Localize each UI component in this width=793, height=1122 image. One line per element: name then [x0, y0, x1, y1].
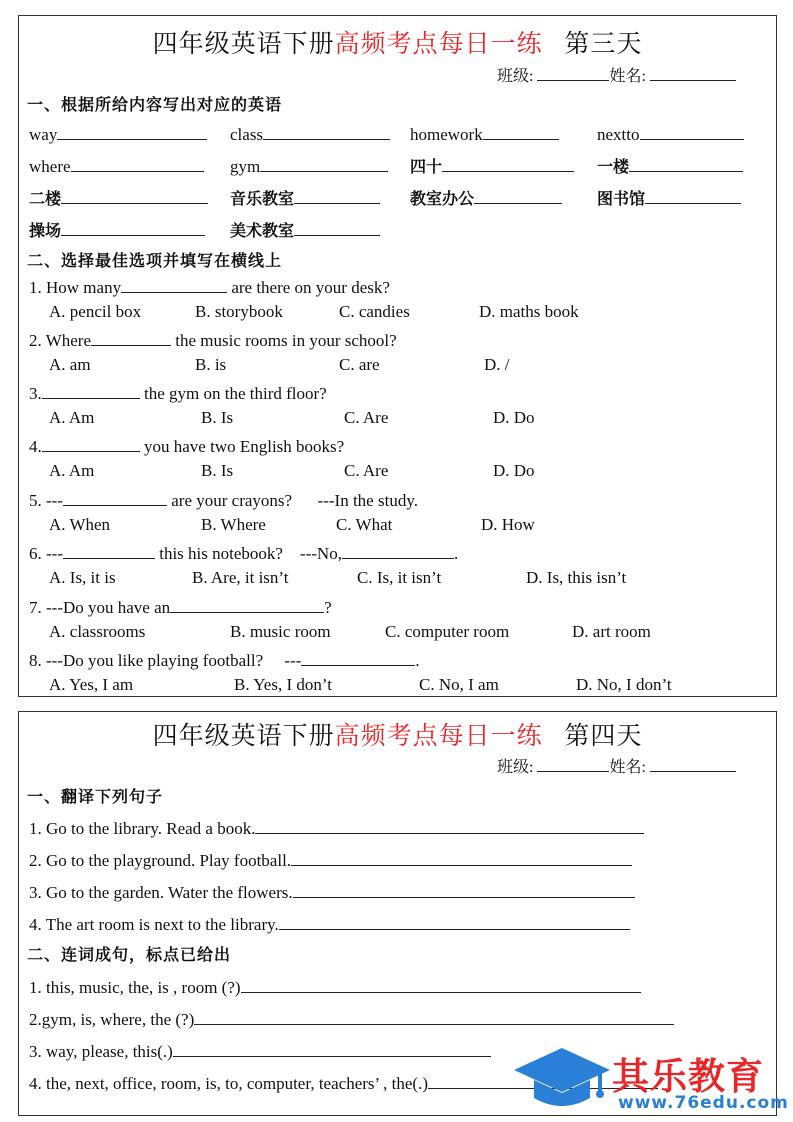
question-text: 1. How many: [29, 278, 122, 297]
answer-blank[interactable]: [173, 1039, 491, 1057]
day3-title-day: 第三天: [564, 31, 643, 58]
option: B. is: [195, 355, 227, 374]
word-label: 操场: [29, 221, 62, 240]
day4-class-name: [497, 754, 736, 777]
option: D. Do: [493, 461, 535, 480]
option: C. Are: [344, 408, 389, 427]
answer-blank[interactable]: [442, 154, 574, 172]
day3-section2-heading: 二、选择最佳选项并填写在横线上: [27, 251, 283, 270]
translate-item: [29, 912, 630, 935]
answer-blank[interactable]: [194, 1007, 674, 1025]
option: B. Is: [201, 408, 234, 427]
answer-blank[interactable]: [629, 154, 743, 172]
question-text: are your crayons?: [171, 491, 293, 510]
question-text: you have two English books?: [144, 437, 345, 456]
option: C. What: [336, 515, 393, 534]
class-label: 班级:: [497, 68, 534, 85]
question: [29, 488, 418, 511]
answer-blank[interactable]: [57, 122, 207, 140]
class-blank[interactable]: [537, 63, 609, 81]
answer-blank[interactable]: [342, 541, 454, 559]
answer-blank[interactable]: [263, 122, 390, 140]
word-item: [29, 154, 204, 177]
word-label: class: [230, 125, 264, 144]
day3-section1-heading: 一、根据所给内容写出对应的英语: [27, 95, 283, 114]
option: A. Yes, I am: [49, 675, 134, 694]
answer-blank[interactable]: [42, 434, 140, 452]
question-text: 5. ---: [29, 491, 63, 510]
option: D. Do: [493, 408, 535, 427]
worksheet-day3: [18, 15, 777, 697]
reorder-item: [29, 1039, 491, 1062]
question-text: 4.: [29, 437, 42, 456]
question-text: the music rooms in your school?: [175, 331, 397, 350]
sentence-text: 2.gym, is, where, the (?): [29, 1010, 195, 1029]
day4-section1-heading: 一、翻译下列句子: [27, 787, 164, 806]
question-text: this his notebook?: [159, 544, 283, 563]
option: B. Is: [201, 461, 234, 480]
translate-item: [29, 848, 632, 871]
question-text: ---In the study.: [317, 491, 418, 510]
answer-blank[interactable]: [483, 122, 559, 140]
answer-blank[interactable]: [645, 186, 741, 204]
option: A. am: [49, 355, 91, 374]
question: [29, 328, 397, 351]
answer-blank[interactable]: [640, 122, 744, 140]
option: B. Where: [201, 515, 266, 534]
question: [29, 648, 420, 671]
question: [29, 595, 332, 618]
option: C. No, I am: [419, 675, 499, 694]
option: A. Am: [49, 461, 95, 480]
day3-title-grade: 四年级英语下册: [152, 31, 335, 58]
translate-item: [29, 816, 644, 839]
option: B. Are, it isn’t: [192, 568, 289, 587]
word-item: [410, 154, 574, 177]
answer-blank[interactable]: [61, 186, 208, 204]
day3-title-highlight: 高频考点每日一练: [334, 31, 543, 58]
option: B. music room: [230, 622, 331, 641]
answer-blank[interactable]: [71, 154, 204, 172]
question-text: ?: [324, 598, 332, 617]
word-label: 一楼: [597, 157, 630, 176]
sentence-text: 3. Go to the garden. Water the flowers.: [29, 883, 293, 902]
option: A. pencil box: [49, 302, 142, 321]
translate-item: [29, 880, 635, 903]
option: C. Is, it isn’t: [357, 568, 442, 587]
option: C. are: [339, 355, 380, 374]
sentence-text: 4. The art room is next to the library.: [29, 915, 279, 934]
question: [29, 275, 390, 298]
question-text: ---: [284, 651, 302, 670]
question-text: .: [415, 651, 420, 670]
word-item: [230, 186, 380, 209]
day4-section2-heading: 二、连词成句，标点已给出: [27, 945, 232, 964]
word-label: 四十: [410, 157, 443, 176]
word-item: [410, 186, 562, 209]
reorder-item: [29, 975, 641, 998]
option: A. classrooms: [49, 622, 146, 641]
day4-title-grade: 四年级英语下册: [152, 723, 335, 750]
word-item: [230, 122, 390, 145]
option: C. computer room: [385, 622, 510, 641]
sentence-text: 4. the, next, office, room, is, to, computer, teachers’ , the(.): [29, 1074, 429, 1093]
question: [29, 381, 327, 404]
option: D. Is, this isn’t: [526, 568, 627, 587]
answer-blank[interactable]: [301, 648, 415, 666]
sentence-text: 1. Go to the library. Read a book.: [29, 819, 256, 838]
day3-class-name: [497, 63, 736, 86]
answer-blank[interactable]: [170, 595, 324, 613]
word-item: [29, 122, 207, 145]
word-label: 教室办公: [410, 189, 475, 208]
word-label: homework: [410, 125, 483, 144]
question-text: the gym on the third floor?: [144, 384, 327, 403]
day4-title-highlight: 高频考点每日一练: [334, 723, 543, 750]
question-text: 6. ---: [29, 544, 63, 563]
option: A. Am: [49, 408, 95, 427]
question-text: 3.: [29, 384, 42, 403]
name-label: 姓名:: [609, 759, 646, 776]
option: D. art room: [572, 622, 651, 641]
word-item: [410, 122, 559, 145]
answer-blank[interactable]: [260, 154, 388, 172]
watermark-url: www.76edu.com: [618, 1093, 789, 1113]
word-label: 二楼: [29, 189, 62, 208]
class-blank[interactable]: [537, 754, 609, 772]
word-label: gym: [230, 157, 261, 176]
question-text: are there on your desk?: [231, 278, 390, 297]
question-text: .: [453, 544, 459, 563]
answer-blank[interactable]: [61, 218, 205, 236]
option: D. No, I don’t: [576, 675, 672, 694]
sentence-text: 1. this, music, the, is , room (?): [29, 978, 241, 997]
name-label: 姓名:: [609, 68, 646, 85]
answer-blank[interactable]: [474, 186, 562, 204]
word-label: 音乐教室: [230, 189, 295, 208]
word-item: [29, 186, 208, 209]
option: C. Are: [344, 461, 389, 480]
name-blank[interactable]: [650, 754, 736, 772]
question: [29, 434, 344, 457]
option: D. maths book: [479, 302, 579, 321]
answer-blank[interactable]: [279, 912, 630, 930]
answer-blank[interactable]: [42, 381, 140, 399]
word-item: [597, 186, 741, 209]
answer-blank[interactable]: [121, 275, 227, 293]
class-label: 班级:: [497, 759, 534, 776]
answer-blank[interactable]: [294, 218, 380, 236]
option: A. When: [49, 515, 111, 534]
option: C. candies: [339, 302, 410, 321]
word-item: [230, 218, 380, 241]
day4-title-day: 第四天: [564, 723, 643, 750]
answer-blank[interactable]: [241, 975, 641, 993]
day4-title: [19, 716, 776, 752]
word-item: [597, 122, 744, 145]
word-label: nextto: [597, 125, 640, 144]
option: B. Yes, I don’t: [234, 675, 332, 694]
option: D. How: [481, 515, 535, 534]
question: [29, 541, 458, 564]
answer-blank[interactable]: [255, 816, 644, 834]
word-label: where: [29, 157, 71, 176]
option: D. /: [484, 355, 510, 374]
question-text: ---No,: [299, 544, 342, 563]
answer-blank[interactable]: [63, 541, 155, 559]
word-item: [597, 154, 743, 177]
option: B. storybook: [195, 302, 283, 321]
name-blank[interactable]: [650, 63, 736, 81]
answer-blank[interactable]: [63, 488, 167, 506]
word-label: 美术教室: [230, 221, 295, 240]
question-text: 8. ---Do you like playing football?: [29, 651, 264, 670]
word-label: way: [29, 125, 58, 144]
answer-blank[interactable]: [294, 186, 380, 204]
word-label: 图书馆: [597, 189, 646, 208]
question-text: 7. ---Do you have an: [29, 598, 171, 617]
reorder-item: [29, 1007, 674, 1030]
answer-blank[interactable]: [293, 880, 635, 898]
answer-blank[interactable]: [91, 328, 171, 346]
answer-blank[interactable]: [291, 848, 632, 866]
sentence-text: 3. way, please, this(.): [29, 1042, 173, 1061]
option: A. Is, it is: [49, 568, 116, 587]
sentence-text: 2. Go to the playground. Play football.: [29, 851, 292, 870]
day3-title: [19, 24, 776, 60]
word-item: [29, 218, 205, 241]
watermark-brand: 其乐教育: [612, 1055, 764, 1098]
question-text: 2. Where: [29, 331, 91, 350]
word-item: [230, 154, 388, 177]
